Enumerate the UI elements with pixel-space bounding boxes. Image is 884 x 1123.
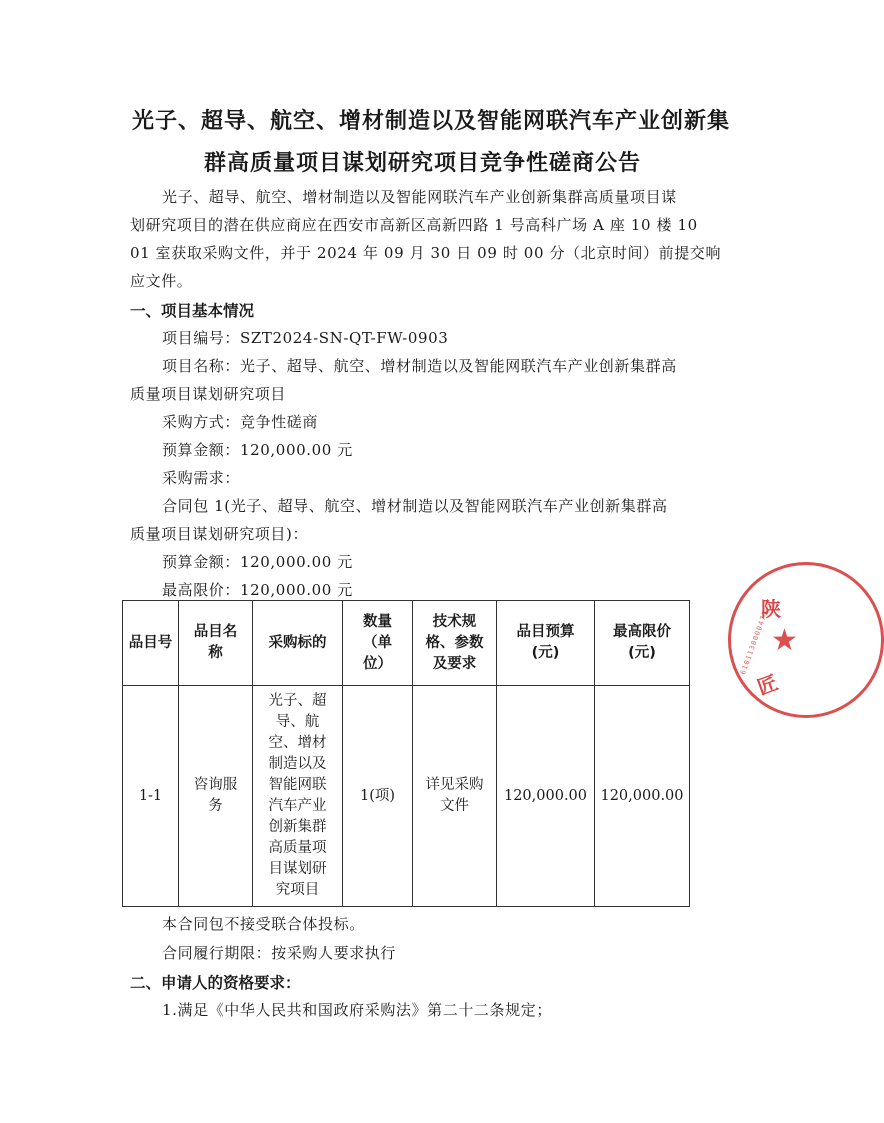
intro-line-4: 应文件。 <box>130 272 193 290</box>
budget-amount: 预算金额：120,000.00 元 <box>162 441 353 459</box>
official-seal <box>728 562 884 718</box>
cell-item-name: 咨询服务 <box>179 686 253 907</box>
seal-star-icon: ★ <box>771 623 798 658</box>
page-title-line-2: 群高质量项目谋划研究项目竞争性磋商公告 <box>204 151 642 176</box>
package-budget: 预算金额：120,000.00 元 <box>162 553 353 571</box>
table-header-row <box>123 601 690 686</box>
header-item-no: 品目号 <box>123 601 179 686</box>
procurement-demand-label: 采购需求： <box>162 469 241 487</box>
contract-period: 合同履行期限：按采购人要求执行 <box>162 944 397 962</box>
intro-line-3: 01 室获取采购文件，并于 2024 年 09 月 30 日 09 时 00 分（北京时间）前提交响 <box>130 244 722 262</box>
table-row <box>123 686 690 907</box>
no-consortium-note: 本合同包不接受联合体投标。 <box>162 915 365 933</box>
seal-text-top: 陕 <box>761 597 781 621</box>
contract-package-line-1: 合同包 1(光子、超导、航空、增材制造以及智能网联汽车产业创新集群高 <box>162 497 668 515</box>
section-heading-project-info: 一、项目基本情况 <box>130 302 255 320</box>
procurement-method: 采购方式：竞争性磋商 <box>162 413 319 431</box>
header-item-name: 品目名称 <box>179 601 253 686</box>
seal-digits: 6101130000471 <box>739 609 770 676</box>
qualification-item-1: 1.满足《中华人民共和国政府采购法》第二十二条规定； <box>162 1001 552 1019</box>
intro-line-2: 划研究项目的潜在供应商应在西安市高新区高新四路 1 号高科广场 A 座 10 楼 10 <box>130 216 698 234</box>
cell-item-no: 1-1 <box>123 686 179 907</box>
procurement-table <box>122 600 690 907</box>
header-max-price: 最高限价(元) <box>595 601 690 686</box>
cell-quantity: 1(项) <box>343 686 413 907</box>
header-target: 采购标的 <box>253 601 343 686</box>
header-quantity: 数量（单位） <box>343 601 413 686</box>
seal-text-bottom: 匠 <box>754 670 782 700</box>
cell-target: 光子、超导、航空、增材制造以及智能网联汽车产业创新集群高质量项目谋划研究项目 <box>253 686 343 907</box>
section-heading-qualification: 二、申请人的资格要求： <box>130 974 301 992</box>
project-name-line-1: 项目名称：光子、超导、航空、增材制造以及智能网联汽车产业创新集群高 <box>162 357 677 375</box>
project-name-line-2: 质量项目谋划研究项目 <box>130 385 287 403</box>
cell-max-price: 120,000.00 <box>595 686 690 907</box>
intro-line-1: 光子、超导、航空、增材制造以及智能网联汽车产业创新集群高质量项目谋 <box>162 188 677 206</box>
header-item-budget: 品目预算(元) <box>497 601 595 686</box>
contract-package-line-2: 质量项目谋划研究项目)： <box>130 525 309 543</box>
page-title-line-1: 光子、超导、航空、增材制造以及智能网联汽车产业创新集 <box>132 109 731 134</box>
header-spec: 技术规格、参数及要求 <box>413 601 497 686</box>
project-number: 项目编号：SZT2024-SN-QT-FW-0903 <box>162 329 449 347</box>
package-max-price: 最高限价：120,000.00 元 <box>162 581 353 599</box>
cell-spec: 详见采购文件 <box>413 686 497 907</box>
cell-item-budget: 120,000.00 <box>497 686 595 907</box>
